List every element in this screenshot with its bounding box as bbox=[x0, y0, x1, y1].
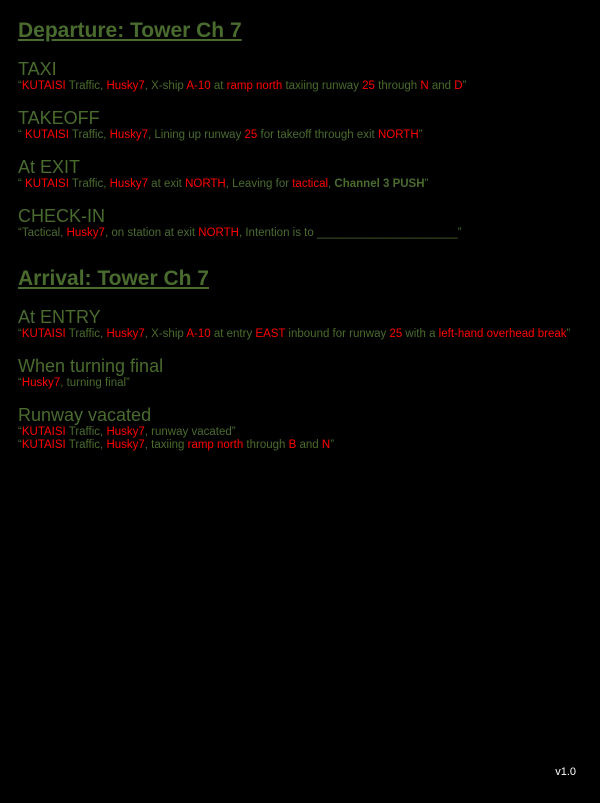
text-segment: Husky7 bbox=[109, 129, 148, 141]
text-segment: and bbox=[428, 80, 455, 92]
text-segment: Traffic, bbox=[68, 178, 110, 190]
text-segment: 25 bbox=[362, 80, 375, 92]
text-segment: Husky7 bbox=[106, 80, 145, 92]
text-segment: at entry bbox=[210, 328, 256, 340]
call-at-exit bbox=[18, 157, 588, 191]
text-segment: EAST bbox=[255, 328, 286, 340]
call-turning-final bbox=[18, 356, 588, 390]
call-text bbox=[18, 227, 588, 240]
text-segment: NORTH bbox=[377, 129, 419, 141]
call-text bbox=[18, 129, 588, 142]
text-segment: Channel 3 PUSH bbox=[334, 178, 425, 190]
text-segment: , runway vacated” bbox=[144, 426, 236, 438]
text-segment: ramp north bbox=[187, 439, 244, 451]
text-segment: , X-ship bbox=[144, 80, 187, 92]
text-segment: ” bbox=[424, 178, 429, 190]
text-segment: “ bbox=[18, 129, 26, 141]
text-segment: , on station at exit bbox=[104, 227, 199, 239]
text-segment: A-10 bbox=[186, 80, 211, 92]
text-segment: tactical bbox=[292, 178, 329, 190]
text-segment: KUTAISI bbox=[21, 426, 66, 438]
text-segment: KUTAISI bbox=[25, 178, 69, 190]
text-segment: Traffic, bbox=[65, 328, 107, 340]
arrival-section-title: Arrival: Tower Ch 7 bbox=[18, 267, 209, 290]
text-segment: for takeoff through exit bbox=[257, 129, 378, 141]
text-segment: Traffic, bbox=[68, 129, 110, 141]
text-segment: Husky7 bbox=[106, 328, 145, 340]
call-text bbox=[18, 328, 588, 341]
text-segment: , bbox=[328, 178, 335, 190]
version-label: v1.0 bbox=[555, 766, 576, 778]
call-title-at-entry: At ENTRY bbox=[18, 307, 101, 327]
text-segment: Husky7 bbox=[106, 439, 145, 451]
arrival-section bbox=[18, 266, 588, 452]
text-segment: left-hand overhead break bbox=[438, 328, 567, 340]
text-segment: with a bbox=[402, 328, 439, 340]
text-segment: Husky7 bbox=[109, 178, 148, 190]
text-segment: N bbox=[420, 80, 429, 92]
text-segment: , turning final” bbox=[60, 377, 130, 389]
call-taxi bbox=[18, 59, 588, 93]
text-segment: “ bbox=[18, 80, 22, 92]
text-segment: Husky7 bbox=[106, 426, 145, 438]
call-text bbox=[18, 178, 588, 191]
text-segment: ” bbox=[330, 439, 335, 451]
text-segment: “ bbox=[18, 377, 22, 389]
text-segment: B bbox=[288, 439, 297, 451]
text-segment: “ bbox=[18, 439, 22, 451]
call-takeoff bbox=[18, 108, 588, 142]
departure-section-title: Departure: Tower Ch 7 bbox=[18, 19, 242, 42]
text-segment: “ bbox=[18, 178, 26, 190]
call-title-at-exit: At EXIT bbox=[18, 157, 81, 177]
call-at-entry bbox=[18, 307, 588, 341]
text-segment: ” bbox=[418, 129, 423, 141]
text-segment: A-10 bbox=[186, 328, 211, 340]
text-segment: 25 bbox=[244, 129, 258, 141]
text-segment: “ bbox=[18, 328, 22, 340]
text-segment: D bbox=[454, 80, 463, 92]
text-segment: , Intention is to ______________________” bbox=[238, 227, 462, 239]
text-segment: “ bbox=[18, 426, 22, 438]
text-segment: , X-ship bbox=[144, 328, 187, 340]
text-segment: , Leaving for bbox=[225, 178, 293, 190]
text-segment: at exit bbox=[147, 178, 186, 190]
text-segment: N bbox=[321, 439, 331, 451]
text-segment: “Tactical, bbox=[18, 227, 67, 239]
text-segment: and bbox=[296, 439, 322, 451]
text-segment: KUTAISI bbox=[25, 129, 69, 141]
text-segment: Traffic, bbox=[65, 80, 107, 92]
text-segment: , Lining up runway bbox=[147, 129, 245, 141]
text-segment: KUTAISI bbox=[21, 80, 66, 92]
text-segment: NORTH bbox=[198, 227, 239, 239]
text-segment: KUTAISI bbox=[21, 328, 66, 340]
text-segment: inbound for runway bbox=[285, 328, 390, 340]
call-title-takeoff: TAKEOFF bbox=[18, 108, 100, 128]
text-segment: 25 bbox=[389, 328, 403, 340]
text-segment: KUTAISI bbox=[21, 439, 66, 451]
text-segment: Husky7 bbox=[66, 227, 105, 239]
text-segment: at bbox=[210, 80, 227, 92]
text-segment: Traffic, bbox=[65, 439, 107, 451]
call-check-in bbox=[18, 206, 588, 240]
call-title-taxi: TAXI bbox=[18, 59, 57, 79]
call-title-runway-vacated: Runway vacated bbox=[18, 405, 152, 425]
text-segment: NORTH bbox=[185, 178, 226, 190]
call-runway-vacated bbox=[18, 405, 588, 452]
text-segment: through bbox=[374, 80, 421, 92]
call-text bbox=[18, 426, 588, 439]
call-text bbox=[18, 80, 588, 93]
kneeboard-card bbox=[18, 18, 588, 478]
text-segment: Husky7 bbox=[21, 377, 61, 389]
call-text bbox=[18, 377, 588, 390]
text-segment: ramp north bbox=[226, 80, 283, 92]
text-segment: Traffic, bbox=[65, 426, 107, 438]
departure-section bbox=[18, 18, 588, 240]
call-text bbox=[18, 439, 588, 452]
text-segment: , taxiing bbox=[144, 439, 188, 451]
text-segment: taxiing runway bbox=[282, 80, 363, 92]
text-segment: ” bbox=[566, 328, 571, 340]
text-segment: ” bbox=[462, 80, 467, 92]
text-segment: through bbox=[243, 439, 289, 451]
call-title-check-in: CHECK-IN bbox=[18, 206, 106, 226]
call-title-turning-final: When turning final bbox=[18, 356, 164, 376]
